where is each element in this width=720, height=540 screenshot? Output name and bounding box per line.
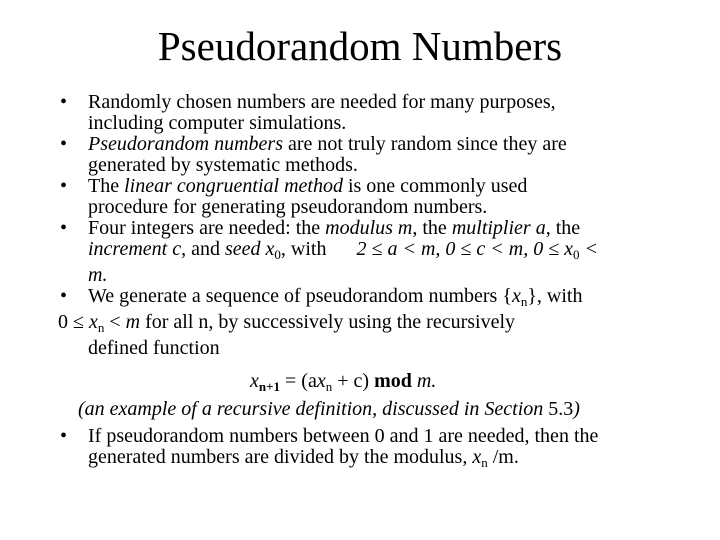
text-span: + c) [332, 370, 375, 392]
bullet-marker: • [60, 91, 68, 113]
bullet-text [88, 176, 698, 197]
subscript: n [325, 379, 333, 394]
bullet-item [58, 218, 698, 286]
math-var: x [472, 446, 482, 468]
emphasis-text: increment c [88, 238, 182, 260]
emphasis-text: seed x [225, 238, 275, 260]
section-number: 5.3 [548, 398, 574, 420]
bullet-item [58, 426, 698, 473]
bullet-text [88, 218, 698, 239]
text-span: generated numbers are divided by the modulus, [88, 446, 473, 468]
math-var: m. [411, 370, 437, 392]
text-span: , the [545, 217, 581, 239]
text-span: Four integers are needed: the [88, 217, 326, 239]
bullet-text: defined function [88, 337, 220, 359]
bullet-text: Randomly chosen numbers are needed for many purposes, [88, 91, 556, 113]
text-span: , and [181, 238, 225, 260]
bullet-item [58, 176, 698, 218]
text-span: We generate a sequence of pseudorandom numbers { [88, 285, 512, 307]
subscript: n [97, 320, 105, 335]
emphasis-text: Pseudorandom numbers [88, 133, 283, 155]
text-span: = (a [280, 370, 317, 392]
math-var: m [125, 311, 141, 333]
subscript: n [481, 455, 488, 470]
emphasis-text: linear congruential method [124, 175, 343, 197]
math-var: x [511, 285, 521, 307]
subscript: 0 [274, 247, 281, 262]
bullet-marker: • [60, 425, 68, 447]
text-span: (an example of a recursive definition, discussed in Section [78, 398, 549, 420]
text-span: is one commonly used [342, 175, 528, 197]
math-var: x [316, 370, 326, 392]
text-span: < [104, 311, 126, 333]
bullet-text: including computer simulations. [88, 112, 347, 134]
text-span: < [579, 238, 599, 260]
bullet-item [58, 134, 698, 176]
bullet-marker: • [60, 133, 68, 155]
math-var: x [250, 370, 259, 392]
emphasis-text: modulus m [325, 217, 413, 239]
bullet-marker: • [60, 285, 68, 307]
bullet-list [58, 92, 698, 359]
subscript: n [520, 294, 528, 309]
bullet-list-last [58, 426, 698, 473]
bullet-text: m. [88, 264, 108, 286]
subscript: n+1 [258, 379, 281, 394]
text-span: for all n, by successively using the recursively [140, 311, 516, 333]
bullet-marker: • [60, 175, 68, 197]
bullet-text [88, 286, 698, 312]
text-span: }, with [527, 285, 583, 307]
recurrence-formula [250, 370, 436, 398]
bullet-marker: • [60, 217, 68, 239]
text-span: The [88, 175, 125, 197]
bullet-item [58, 286, 698, 359]
bullet-text [88, 239, 698, 265]
bullet-text [88, 447, 698, 473]
inequality-text: 2 ≤ a < m, 0 ≤ c < m, 0 ≤ x [356, 238, 574, 260]
text-span: , the [412, 217, 452, 239]
emphasis-text: multiplier a [451, 217, 546, 239]
text-span: ) [573, 398, 580, 420]
math-var: x [88, 311, 98, 333]
subscript: 0 [573, 247, 580, 262]
text-span: are not truly random since they are [283, 133, 567, 155]
slide-title: Pseudorandom Numbers [157, 23, 563, 69]
text-span: , with [280, 238, 327, 260]
bullet-text [58, 312, 698, 338]
text-span: /m. [487, 446, 519, 468]
bullet-text: generated by systematic methods. [88, 154, 358, 176]
bullet-text [88, 134, 698, 155]
mod-operator: mod [374, 370, 412, 392]
bullet-item [58, 92, 698, 134]
recursion-note [78, 398, 580, 420]
text-span: 0 ≤ [58, 311, 89, 333]
bullet-text: procedure for generating pseudorandom numbers. [88, 196, 488, 218]
bullet-text: If pseudorandom numbers between 0 and 1 are needed, then the [88, 425, 599, 447]
